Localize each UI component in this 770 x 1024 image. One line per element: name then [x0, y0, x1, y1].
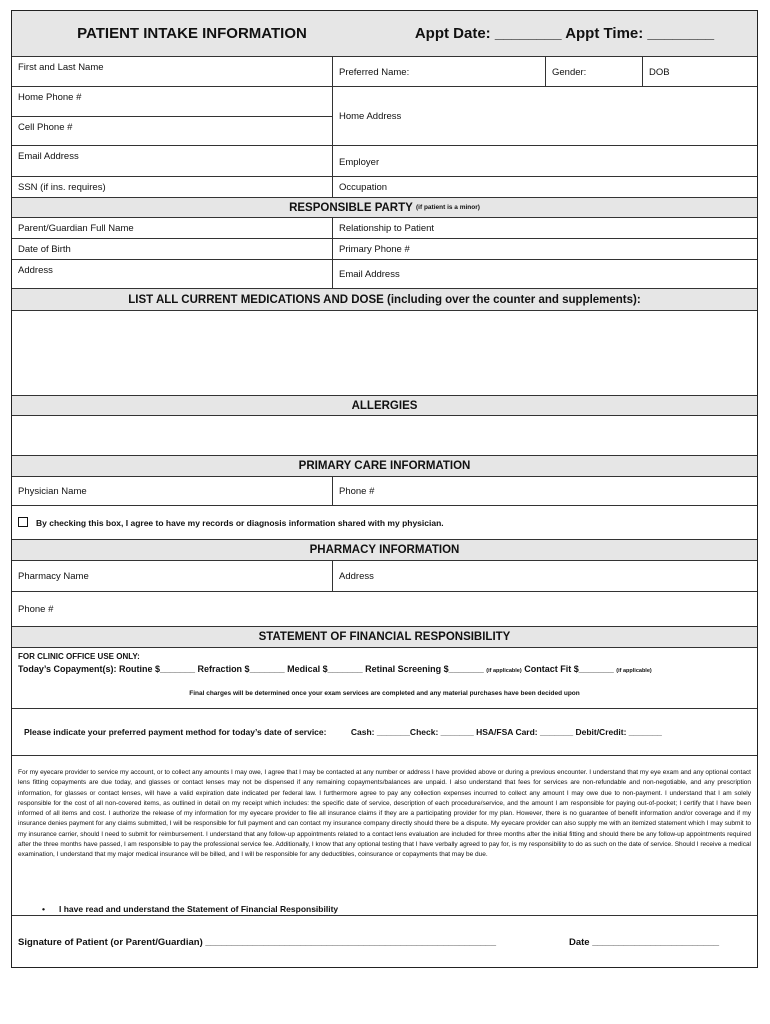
office-use-label: FOR CLINIC OFFICE USE ONLY: [18, 652, 140, 661]
employer-field[interactable]: Employer [332, 146, 757, 176]
physician-row [12, 476, 757, 505]
medications-title: LIST ALL CURRENT MEDICATIONS AND DOSE (including over the counter and supplements): [128, 293, 641, 306]
pharmacy-address-field[interactable]: Address [332, 561, 757, 591]
home-address-field[interactable]: Home Address [332, 87, 757, 145]
email-employer-row [12, 145, 757, 176]
guardian-name-field[interactable]: Parent/Guardian Full Name [18, 223, 134, 234]
first-last-name-field[interactable]: First and Last Name [18, 62, 104, 73]
financial-title: STATEMENT OF FINANCIAL RESPONSIBILITY [258, 631, 511, 643]
consent-checkbox[interactable] [18, 517, 28, 527]
signature-row [12, 915, 757, 967]
physician-name-field[interactable]: Physician Name [18, 486, 87, 497]
payment-prompt: Please indicate your preferred payment method for today’s date of service: [24, 727, 327, 737]
guardian-address-field[interactable]: Address [18, 265, 53, 276]
office-use-row [12, 647, 757, 708]
email-field[interactable]: Email Address [18, 151, 79, 162]
payment-method-row [12, 708, 757, 755]
financial-statement-text: For my eyecare provider to service my account, or to collect any amounts I may owe, I agree that I may be contacted at any number or address I have provided above or during a previous encounter. I understand that my eye exam and any optional contact lens fitting copayments are due today, and glasses or contact lenses may not be dispensed if any remaining copayments/balances are unpaid. I also understand that fees for services are non-refundable and non-negotiable, and any prescription information, for glasses or contact lenses, will have a valid expiration date indicated per federal law. I furthermore agree to pay any collection expenses incurred to collect any amount I may owe due to non-payment. I understand that I am solely responsible for the cost of all non-covered items, as outlined in detail on my receipt which includes: the specific date of service, description of each procedure/service, and the amount I am responsible for paying out-of-pocket; I certify that I have been informed of all items and cost. I authorize the release of my information for my eyecare provider to file all insurance claims if they are a participating provider for my plan. However, there is no guarantee of benefit information and/or coverage and if my insurance denies payment for any claims submitted, I will be responsible for full payment and can contact my insurance company directly should there be a dispute. My eyecare provider can also supply me with an itemized statement which I may submit to my insurance carrier, should I need to submit for reimbursement. I understand that any follow-up appointments related to a contact lens evaluation are included for three months after the initial fitting and should there be any follow-up appointments required after the three months have passed, I am responsible to pay the professional service fee. Additionally, I know that any optional testing that I have verbally agreed to pay for, is my responsibility to do as such on the date of service. Should I receive a medical examination, I understand that my major medical insurance will be billed, and I will be responsible for any deductibles, coinsurance or copayments that may be due. [18, 769, 751, 859]
financial-statement-row [12, 755, 757, 915]
form-title: PATIENT INTAKE INFORMATION [77, 25, 307, 42]
relationship-field[interactable]: Relationship to Patient [332, 218, 757, 238]
primary-phone-field[interactable]: Primary Phone # [332, 239, 757, 259]
signature-field[interactable]: Signature of Patient (or Parent/Guardian) _______________________________________________________ [18, 937, 496, 948]
financial-header [12, 626, 757, 647]
bullet-icon: • [42, 904, 45, 914]
primary-care-header [12, 455, 757, 476]
occupation-field[interactable]: Occupation [332, 177, 757, 197]
responsible-party-note: (if patient is a minor) [416, 204, 480, 211]
pharmacy-title: PHARMACY INFORMATION [309, 544, 460, 556]
medications-header [12, 288, 757, 310]
final-charges-note: Final charges will be determined once your exam services are completed and any material purchases have been decided upon [189, 690, 580, 697]
contact-fit-field[interactable]: Contact Fit $_______ [524, 664, 614, 674]
responsible-party-title: RESPONSIBLE PARTY [289, 201, 413, 214]
pharmacy-name-field[interactable]: Pharmacy Name [18, 571, 89, 582]
ssn-occupation-row [12, 176, 757, 197]
appt-fields[interactable]: Appt Date: ________ Appt Time: ________ [414, 25, 715, 42]
allergies-title: ALLERGIES [351, 399, 418, 412]
primary-care-title: PRIMARY CARE INFORMATION [298, 460, 471, 472]
ssn-field[interactable]: SSN (if ins. requires) [18, 182, 106, 193]
cell-phone-field[interactable]: Cell Phone # [12, 116, 332, 145]
preferred-name-field[interactable]: Preferred Name: [332, 57, 545, 86]
physician-phone-field[interactable]: Phone # [332, 477, 757, 505]
consent-row [12, 505, 757, 539]
intake-form [11, 10, 758, 968]
pharmacy-header [12, 539, 757, 560]
title-row [12, 11, 757, 56]
phone-address-row [12, 86, 757, 145]
payment-options[interactable]: Cash: _______Check: _______ HSA/FSA Card: _______ Debit/Credit: _______ [350, 727, 662, 737]
consent-text: By checking this box, I agree to have my records or diagnosis information shared with my physician. [36, 518, 444, 528]
guardian-row [12, 217, 757, 238]
retinal-if-applicable: (if applicable) [486, 668, 522, 674]
guardian-address-row [12, 259, 757, 288]
allergies-header [12, 395, 757, 415]
copayment-line[interactable]: Today’s Copayment(s): Routine $_______ Refraction $_______ Medical $_______ Retinal Screening $_______ [18, 664, 484, 674]
date-field[interactable]: Date ________________________ [569, 937, 720, 948]
guardian-dob-row [12, 238, 757, 259]
allergies-area[interactable] [12, 415, 757, 455]
guardian-email-field[interactable]: Email Address [332, 260, 757, 288]
responsible-party-header [12, 197, 757, 217]
acknowledge-text: I have read and understand the Statement of Financial Responsibility [58, 904, 339, 914]
pharmacy-row [12, 560, 757, 591]
medications-area[interactable] [12, 310, 757, 395]
gender-field[interactable]: Gender: [545, 57, 642, 86]
home-phone-field[interactable]: Home Phone # [18, 92, 82, 103]
dob-field[interactable]: DOB [642, 57, 757, 86]
pharmacy-phone-field[interactable]: Phone # [18, 604, 54, 615]
guardian-dob-field[interactable]: Date of Birth [18, 244, 71, 255]
contact-fit-if-applicable: (if applicable) [616, 668, 652, 674]
patient-name-row [12, 56, 757, 86]
pharmacy-phone-row [12, 591, 757, 626]
